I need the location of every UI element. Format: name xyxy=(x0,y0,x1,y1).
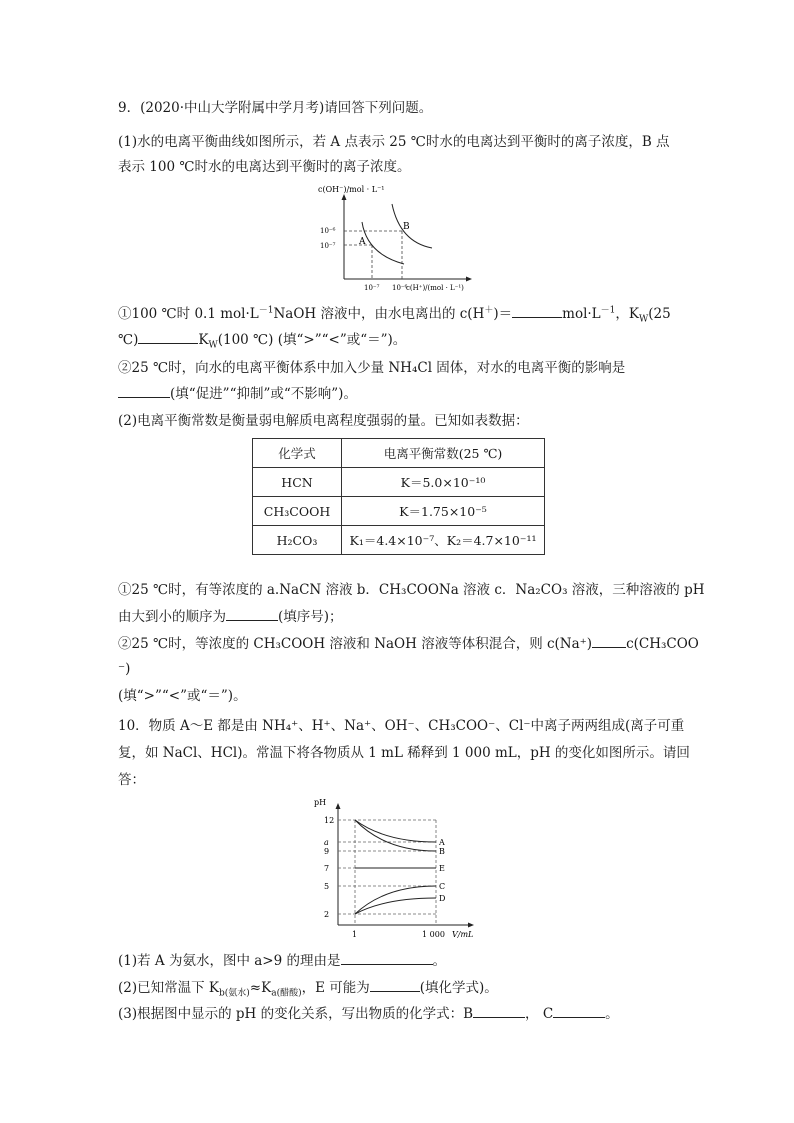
table-header-formula: 化学式 xyxy=(253,439,342,468)
q9-t5: (填“>”“<”或“＝”)。 xyxy=(118,688,247,704)
y-tick-1e-6: 10⁻⁶ xyxy=(320,227,336,235)
q9-t4: ⁻) xyxy=(118,661,131,677)
q10-s1: (1)若 A 为氨水，图中 a>9 的理由是 。 xyxy=(118,950,446,971)
q10-line3: 答： xyxy=(118,772,145,788)
series-line-d xyxy=(355,898,436,914)
q10-line1: 10．物质 A～E 都是由 NH₄⁺、H⁺、Na⁺、OH⁻、CH₃COO⁻、Cl⁻中离子两两组成(离子可重 xyxy=(118,718,685,734)
table-cell: HCN xyxy=(253,468,342,497)
curve-a xyxy=(362,222,404,264)
label-a: A xyxy=(359,237,366,247)
table-cell: CH₃COOH xyxy=(253,497,342,526)
answer-blank-ph-order[interactable] xyxy=(226,606,278,621)
table-header-row xyxy=(253,439,545,468)
curve-b xyxy=(392,204,432,248)
y-tick-label: 12 xyxy=(324,816,335,825)
series-label-d: D xyxy=(439,894,446,903)
fig2-y-axis-label: pH xyxy=(314,798,327,807)
label-b: B xyxy=(403,222,410,232)
y-tick-label: 5 xyxy=(324,882,330,891)
series-line-b xyxy=(355,820,436,851)
series-line-c xyxy=(355,886,436,914)
q9-part1-line2: 表示 100 ℃时水的电离达到平衡时的离子浓度。 xyxy=(118,159,411,175)
q10-s3: (3)根据图中显示的 pH 的变化关系，写出物质的化学式：B ， C 。 xyxy=(118,1003,619,1024)
answer-blank-h-concentration[interactable] xyxy=(512,303,562,318)
q9-t2: 由大到小的顺序为 (填序号)； xyxy=(118,606,343,627)
fig1-y-axis-label: c(OH⁻)/mol · L⁻¹ xyxy=(318,185,385,194)
table-header-constant: 电离平衡常数(25 ℃) xyxy=(342,439,545,468)
table-row xyxy=(253,526,545,555)
table-cell: K＝1.75×10⁻⁵ xyxy=(342,497,545,526)
q10-s2: (2)已知常温下 $K_{b(氨水)}\approx K_{a(醋酸)}$，E 可能为 (填化学式)。 xyxy=(118,977,498,998)
answer-blank-e-formula[interactable] xyxy=(370,977,420,992)
answer-blank-na-compare[interactable] xyxy=(592,633,626,648)
y-tick-label: 7 xyxy=(324,864,330,873)
series-label-e: E xyxy=(439,864,445,873)
q9-sub1-line2: ℃) $K_W(100$ ℃) (填“>”“<”或“＝”)。 xyxy=(118,329,406,350)
q10-line2: 复，如 NaCl、HCl)。常温下将各物质从 1 mL 稀释到 1 000 mL，pH 的变化如图所示。请回 xyxy=(118,745,690,761)
answer-blank-kw-compare[interactable] xyxy=(138,329,198,344)
table-row xyxy=(253,468,545,497)
x-tick-1e-6: 10⁻⁶ xyxy=(392,284,408,292)
q9-sub2-line1: ②25 ℃时，向水的电离平衡体系中加入少量 NH₄Cl 固体，对水的电离平衡的影响是 xyxy=(118,360,626,376)
q9-sub1-line1: ①100 ℃时 0.1 $mol\cdot L^{-1}NaOH$ 溶液中，由水电离出的 $c(H^+)= mol\cdot L^{-1}$，$K_W(25$ xyxy=(118,303,671,324)
answer-blank-equilibrium-effect[interactable] xyxy=(118,383,170,398)
series-label-a: A xyxy=(439,838,445,847)
answer-blank-b-formula[interactable] xyxy=(473,1003,525,1018)
y-tick-1e-7: 10⁻⁷ xyxy=(320,242,336,250)
y-tick-label: a xyxy=(324,838,329,847)
y-tick-label: 2 xyxy=(324,910,330,919)
q9-part2: (2)电离平衡常数是衡量弱电解质电离程度强弱的量。已知如表数据： xyxy=(118,413,529,429)
fig2-x-tick-1: 1 xyxy=(352,930,358,939)
answer-blank-c-formula[interactable] xyxy=(553,1003,605,1018)
fig1-x-axis-label: c(H⁺)/(mol · L⁻¹) xyxy=(406,284,464,292)
series-label-c: C xyxy=(439,882,446,891)
q9-sub2-line2: (填“促进”“抑制”或“不影响”)。 xyxy=(118,383,357,404)
fig2-x-tick-1000: 1 000 xyxy=(422,930,445,939)
y-tick-label: 9 xyxy=(324,847,330,856)
ph-dilution-chart xyxy=(310,795,490,940)
x-tick-1e-7: 10⁻⁷ xyxy=(364,284,380,292)
table-cell: K₁＝4.4×10⁻⁷、K₂＝4.7×10⁻¹¹ xyxy=(342,526,545,555)
q9-t1: ①25 ℃时，有等浓度的 a.NaCN 溶液 b．CH₃COONa 溶液 c．Na₂CO₃ 溶液，三种溶液的 pH xyxy=(118,582,705,598)
table-row xyxy=(253,497,545,526)
q9-title: 9．(2020·中山大学附属中学月考)请回答下列问题。 xyxy=(118,100,433,116)
q9-part1-line1: (1)水的电离平衡曲线如图所示，若 A 点表示 25 ℃时水的电离达到平衡时的离子浓度，B 点 xyxy=(118,134,670,150)
water-ionization-figure xyxy=(312,184,482,296)
q9-t3: ②25 ℃时，等浓度的 CH₃COOH 溶液和 NaOH 溶液等体积混合，则 c(Na⁺) c(CH₃COO xyxy=(118,633,699,654)
fig2-x-axis-label: V/mL xyxy=(452,930,474,939)
table-cell: K＝5.0×10⁻¹⁰ xyxy=(342,468,545,497)
series-label-b: B xyxy=(439,847,445,856)
ionization-constant-table xyxy=(252,438,545,555)
table-cell: H₂CO₃ xyxy=(253,526,342,555)
answer-blank-reason[interactable] xyxy=(341,950,433,965)
